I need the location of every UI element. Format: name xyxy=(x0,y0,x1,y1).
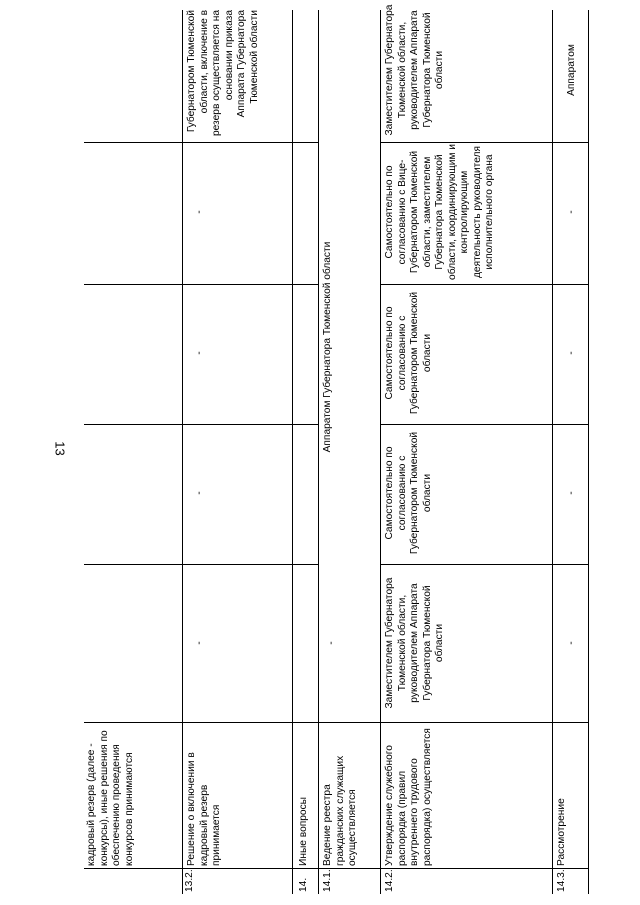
row-cell: - xyxy=(566,210,577,214)
row-cell: - xyxy=(566,491,577,495)
section-banner: Аппаратом Губернатора Тюменской области xyxy=(322,241,333,453)
row-cell: Аппаратом xyxy=(566,44,577,96)
row-cell: - xyxy=(194,351,205,355)
row-cell: - xyxy=(566,641,577,645)
row-number: 14.3. xyxy=(556,869,567,892)
row-cell: - xyxy=(566,351,577,355)
row-number: 14.2. xyxy=(384,869,395,892)
row-cell: Губернатором Тюменской области, включение в резерв осуществляется на основании приказа Аппарата Губернатора Тюменской области xyxy=(186,10,260,137)
row-item: Утверждение служебного распорядка (правил внутреннего трудового распорядка) осуществляется xyxy=(384,728,433,866)
row-cell: - xyxy=(194,210,205,214)
row-cell: - xyxy=(194,491,205,495)
row-item: Решение о включении в кадровый резерв принимается xyxy=(186,752,222,866)
row-cell: Самостоятельно по согласованию с Губернатором Тюменской области xyxy=(384,431,433,555)
row-number: 14. xyxy=(298,877,309,892)
row-item: Рассмотрение xyxy=(556,798,567,866)
row-number: 14.1. xyxy=(322,869,333,892)
row-cell: - xyxy=(194,641,205,645)
row-cell: Самостоятельно по согласованию с Губернатором Тюменской области xyxy=(384,291,433,415)
row-cell: Заместителем Губернатора Тюменской области, руководителем Аппарата Губернатора Тюменской области xyxy=(384,4,445,136)
row-cell: Самостоятельно по согласованию с Вице-Губернатором Тюменской области, заместителем Губернатора Тюменской области, координирующим и контролирующим деятельность руководителя исполнительного органа xyxy=(384,144,495,280)
row-continuation-text: кадровый резерв (далее - конкурсы), иные решения по обеспечению проведения конкурсов принимаются xyxy=(86,730,135,866)
row-item: Ведение реестра гражданских служащих осуществляется xyxy=(322,755,358,866)
row-cell: Заместителем Губернатора Тюменской области, руководителем Аппарата Губернатора Тюменской области xyxy=(384,577,445,709)
row-number: 13.2. xyxy=(184,869,195,892)
page-number: 13 xyxy=(52,441,68,456)
section-title: Иные вопросы xyxy=(298,797,309,866)
row-cell: - xyxy=(326,641,337,645)
